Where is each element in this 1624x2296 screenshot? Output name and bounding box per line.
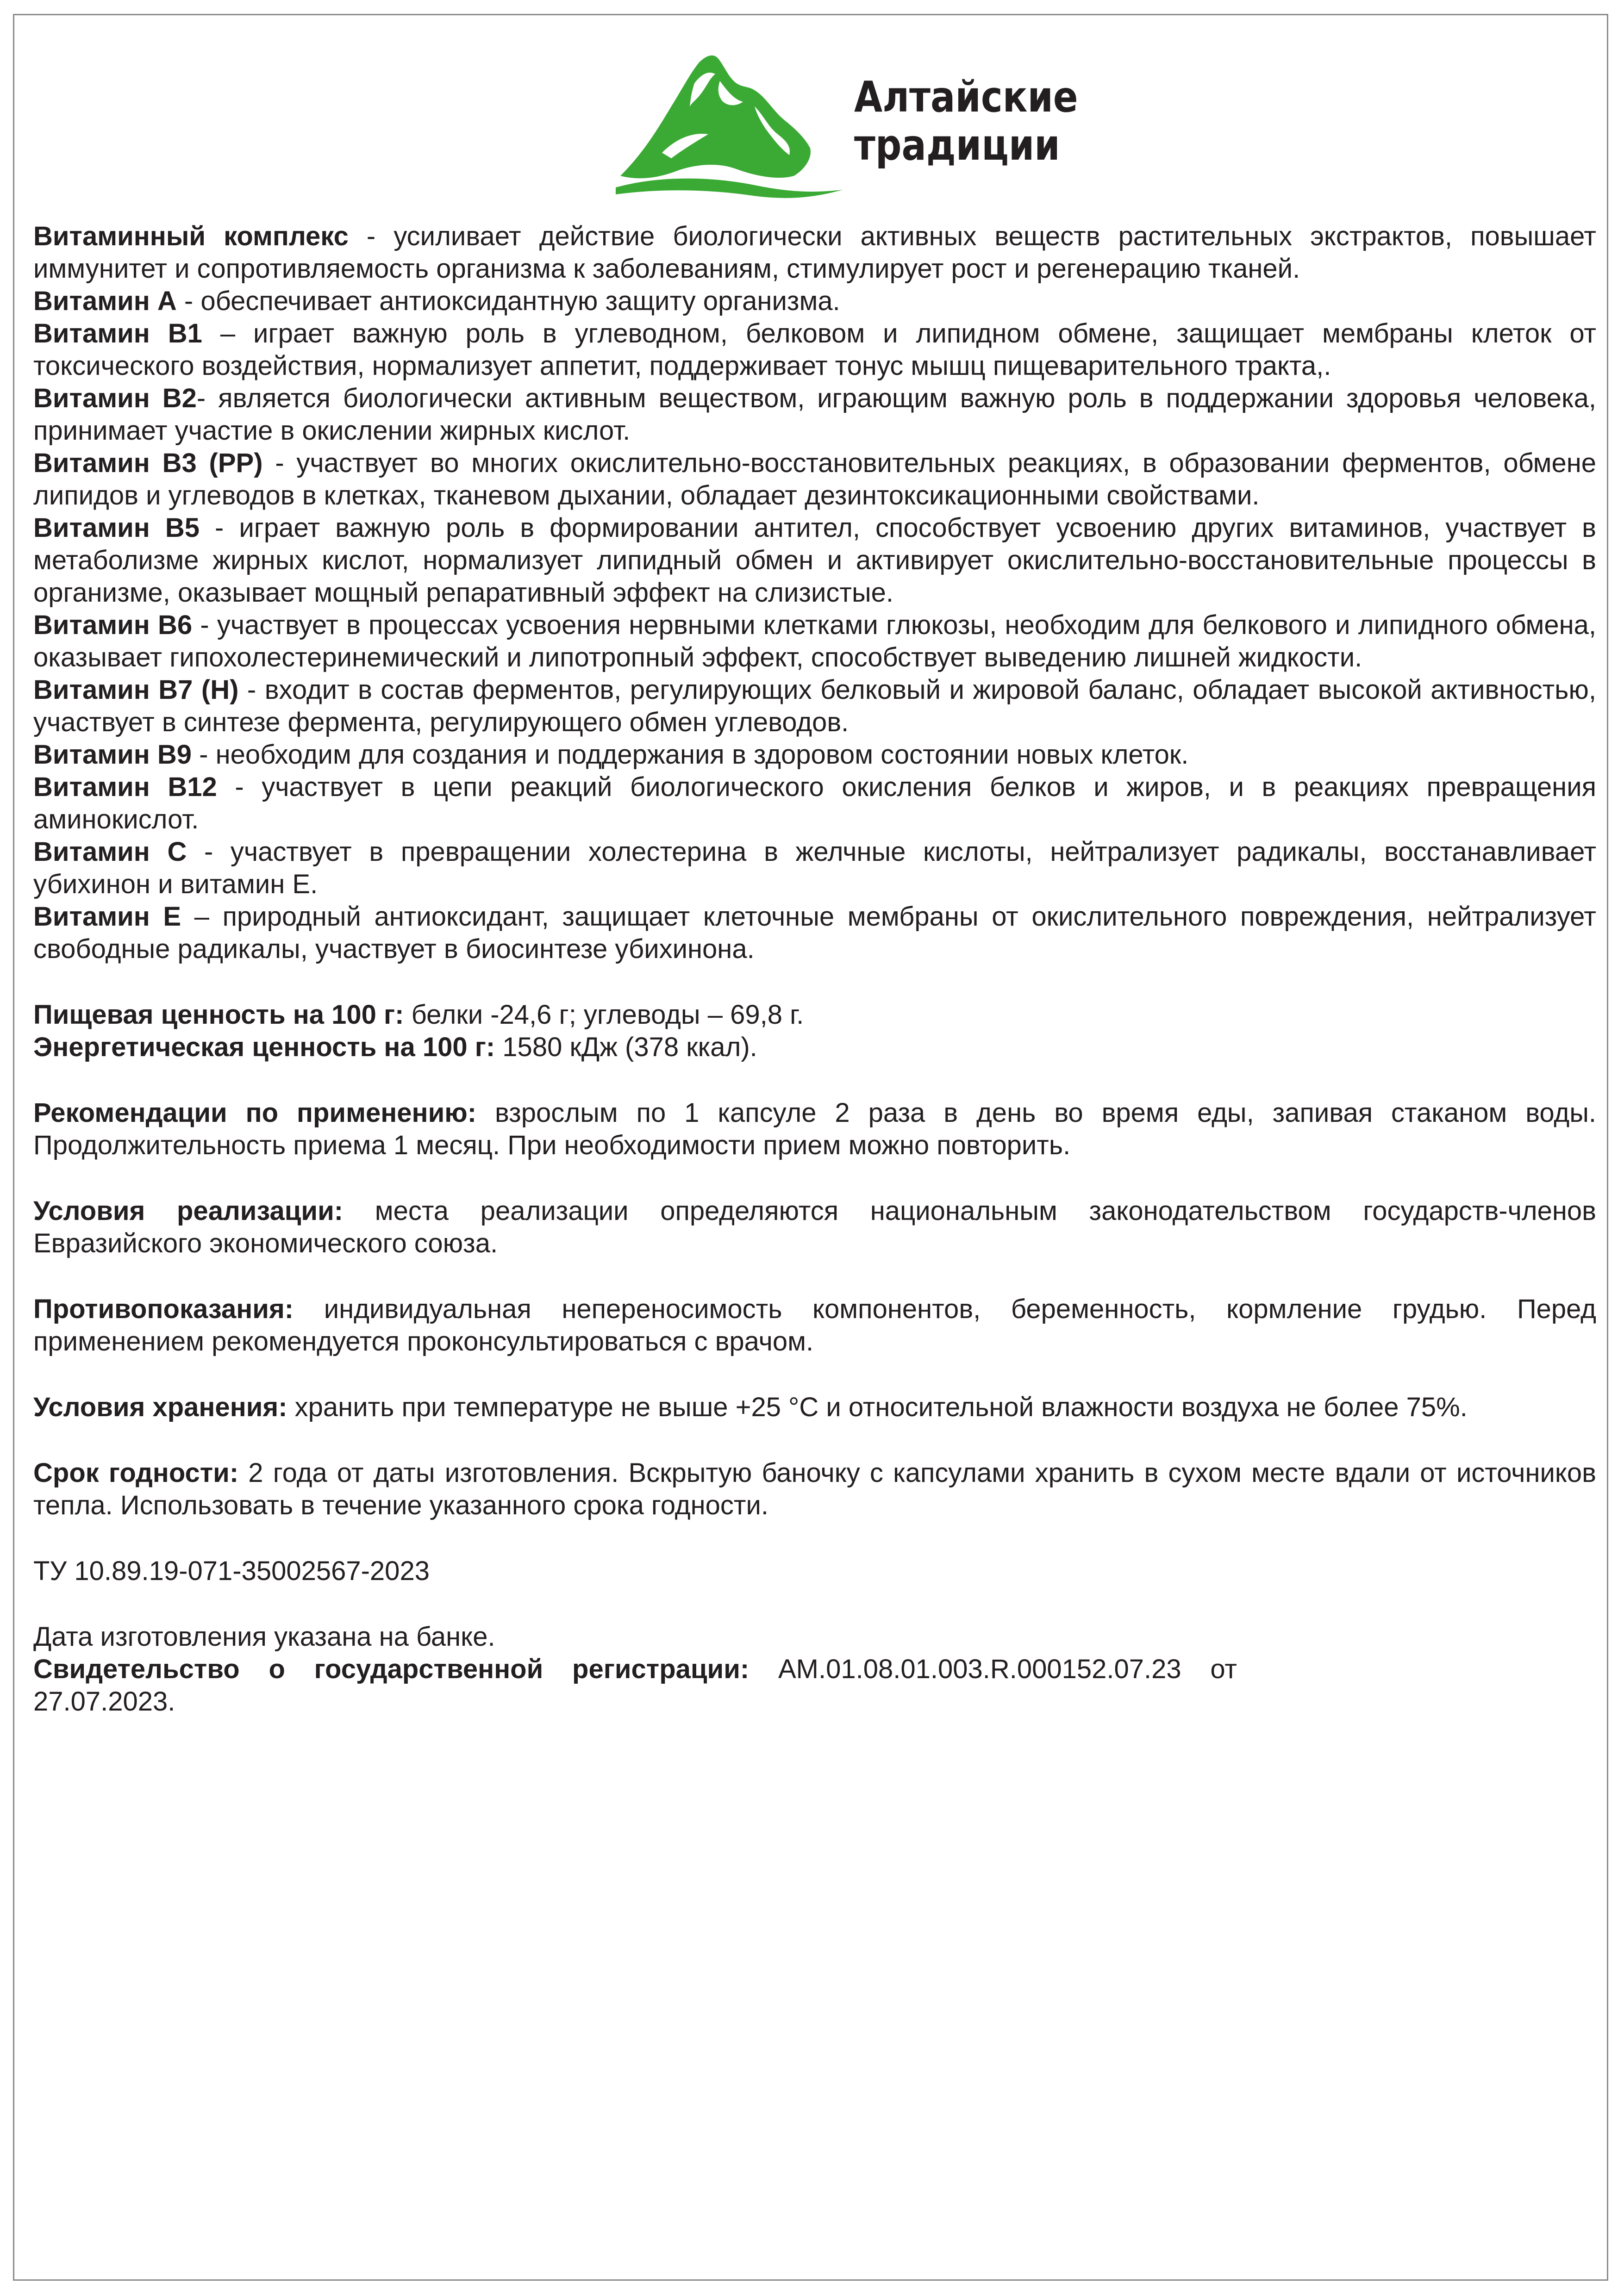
vitamin-b6: Витамин В6 - участвует в процессах усвоения нервными клетками глюкозы, необходим для белкового и липидного обмена, оказывает гипохолестеринемический и липотропный эффект, способствует выведению лишней жидкости. — [33, 610, 1597, 672]
mountain-logo-icon — [602, 37, 852, 213]
vitamin-b3: Витамин В3 (РР) - участвует во многих окислительно-восстановительных реакциях, в образовании ферментов, обмене липидов и углеводов в клетках, тканевом дыхании, обладает дезинтоксикационными свойствами. — [33, 448, 1596, 510]
vitamin-b7: Витамин В7 (Н) - входит в состав ферментов, регулирующих белковый и жировой баланс, обладает высокой активностью, участвует в синтезе фермента, регулирующего обмен углеводов. — [33, 675, 1597, 737]
vitamin-b1: Витамин В1 – играет важную роль в углеводном, белковом и липидном обмене, защищает мембраны клеток от токсического воздействия, нормализует аппетит, поддерживает тонус мышц пищеварительного тракта,. — [33, 318, 1596, 381]
vitamin-b9: Витамин В9 - необходим для создания и поддержания в здоровом состоянии новых клеток. — [33, 740, 1189, 770]
brand-logo — [602, 37, 1078, 213]
vitamin-b2: Витамин В2- является биологически активным веществом, играющим важную роль в поддержании здоровья человека, принимает участие в окислении жирных кислот. — [33, 383, 1596, 446]
vitamin-c: Витамин С - участвует в превращении холестерина в желчные кислоты, нейтрализует радикалы, восстанавливает убихинон и витамин Е. — [33, 837, 1597, 899]
brand-line-1: Алтайские — [854, 72, 1078, 122]
shelf-life: Срок годности: 2 года от даты изготовления. Вскрытую баночку с капсулами хранить в сухом месте вдали от источников тепла. Использовать в течение указанного срока годности. — [33, 1458, 1596, 1520]
registration-certificate: Свидетельство о государственной регистрации: АМ.01.08.01.003.R.000152.07.23 от 27.07.2023. — [33, 1654, 1237, 1717]
storage-conditions: Условия хранения: хранить при температуре не выше +25 °С и относительной влажности воздуха не более 75%. — [33, 1392, 1468, 1422]
brand-line-2: традиции — [854, 120, 1060, 170]
food-value: Пищевая ценность на 100 г: белки -24,6 г; углеводы – 69,8 г. — [33, 1000, 804, 1030]
label-text — [33, 220, 1596, 1718]
vitamin-complex: Витаминный комплекс - усиливает действие биологически активных веществ растительных экстрактов, повышает иммунитет и сопротивляемость организма к заболеваниям, стимулирует рост и регенерацию тканей. — [33, 221, 1596, 284]
vitamin-b5: Витамин В5 - играет важную роль в формировании антител, способствует усвоению других витаминов, участвует в метаболизме жирных кислот, нормализует липидный обмен и активирует окислительно-восстановительные процессы в организме, оказывает мощный репаративный эффект на слизистые. — [33, 513, 1596, 608]
tu-code: ТУ 10.89.19-071-35002567-2023 — [33, 1556, 430, 1586]
vitamin-a: Витамин А - обеспечивает антиоксидантную защиту организма. — [33, 286, 840, 316]
energy-value: Энергетическая ценность на 100 г: 1580 кДж (378 ккал). — [33, 1032, 757, 1062]
vitamin-e: Витамин Е – природный антиоксидант, защищает клеточные мембраны от окислительного повреждения, нейтрализует свободные радикалы, участвует в биосинтезе убихинона. — [33, 902, 1596, 964]
vitamin-b12: Витамин В12 - участвует в цепи реакций биологического окисления белков и жиров, и в реакциях превращения аминокислот. — [33, 772, 1596, 834]
manufacture-date: Дата изготовления указана на банке. — [33, 1622, 495, 1652]
sale-conditions: Условия реализации: места реализации определяются национальным законодательством государств-членов Евразийского экономического союза. — [33, 1196, 1596, 1258]
contraindications: Противопоказания: индивидуальная непереносимость компонентов, беременность, кормление грудью. Перед применением рекомендуется проконсультироваться с врачом. — [33, 1294, 1596, 1356]
usage-recommendations: Рекомендации по применению: взрослым по 1 капсуле 2 раза в день во время еды, запивая стаканом воды. Продолжительность приема 1 месяц. При необходимости прием можно повторить. — [33, 1098, 1597, 1160]
brand-name — [854, 73, 1078, 169]
